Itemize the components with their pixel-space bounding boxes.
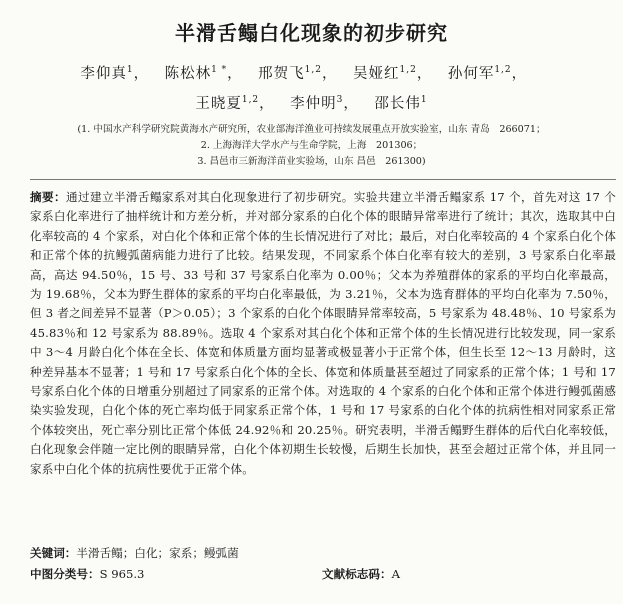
author-affiliation-mark: 1 * [211,65,228,76]
author-separator: ， [511,66,543,82]
author-affiliation-mark: 1 [126,65,134,76]
author-separator: ， [133,66,165,82]
abstract-label: 摘要： [30,190,66,204]
author-name: 邵长伟 [374,96,421,112]
author-affiliation-mark: 1,2 [494,65,512,76]
doc-code-value: A [391,567,400,581]
authors-line-2 [0,92,623,113]
author-affiliation-mark: 1,2 [241,95,260,106]
affiliation-2: 2. 上海海洋大学水产与生命学院，上海 201306； [200,140,423,151]
author-name: 李仰真 [80,66,127,82]
clc-value: S 965.3 [99,567,145,581]
author-affiliation-mark: 1,2 [304,65,322,76]
author-name: 孙何军 [447,66,495,82]
author-name: 吴娅红 [353,66,400,82]
paper-title: 半滑舌鳎白化现象的初步研究 [175,21,448,45]
author-name: 李仲明 [290,96,337,112]
author-separator: ， [322,66,353,82]
keywords-text: 半滑舌鳎；白化；家系；鳗弧菌 [76,546,239,560]
author-name: 邢贺飞 [258,66,305,82]
author-separator: ， [416,66,448,82]
affiliation-3: 3. 昌邑市三新海洋苗业实验场，山东 昌邑 261300) [197,156,426,167]
author-name: 王晓夏 [195,96,242,112]
classification-number [30,566,144,582]
document-code [322,566,400,582]
author-affiliation-mark: 3 [336,95,344,106]
doc-code-label: 文献标志码： [322,567,392,581]
keywords [30,545,239,561]
author-affiliation-mark: 1 [420,95,428,106]
abstract-text: 通过建立半滑舌鳎家系对其白化现象进行了初步研究。实验共建立半滑舌鳎家系 17 个，首先对这 17 个家系白化率进行了抽样统计和方差分析，并对部分家系的白化个体的眼睛异常率进行了统计；其次，选取其中白化率较高的 4 个家系，对白化个体和正常个体的生长情况进行了对比；最后，对白化率较高的 4 个家系白化个体和正常个体的抗鳗弧菌病能力进行了比较。结果发现，不同家系个体白化率有较大的差别，3 号家系白化率最高，高达 94.50％，15 号、33 号和 37 号家系白化率为 0.00％；父本为养殖群体的家系的平均白化率最高，为 19.68％，父本为野生群体的家系的平均白化率最低，为 3.21％，父本为选育群体的平均白化率为 7.50％，但 3 者之间差异不显著（P＞0.05）；3 个家系的白化个体眼睛异常率较高，5 号家系为 48.48％、10 号家系为 45.83％和 12 号家系为 88.89％。选取 4 个家系对其白化个体和正常个体的生长情况进行比较发现，同一家系中 3～4 月龄白化个体在全长、体宽和体质量方面均显著或极显著小于正常个体，但生长至 12～13 月龄时，这种差异基本不显著；1 号和 17 号家系白化个体的全长、体宽和体质量甚至超过了同家系的正常个体；1 号和 17 号家系白化个体的日增重分别超过了同家系的正常个体。对选取的 4 个家系的白化个体和正常个体进行鳗弧菌感染实验发现，白化个体的死亡率均低于同家系正常个体，1 号和 17 号家系的白化个体的抗病性相对同家系正常个体较突出，死亡率分别比正常个体低 24.92％和 20.25％。研究表明，半滑舌鳎野生群体的后代白化率较低，白化现象会伴随一定比例的眼睛异常，白化个体初期生长较慢，后期生长加快，甚至会超过正常个体，并且同一家系中白化个体的抗病性要优于正常个体。 [30,190,617,476]
author-separator: ， [227,66,259,82]
keywords-label: 关键词： [30,546,77,560]
author-affiliation-mark: 1,2 [399,65,417,76]
abstract [30,188,616,479]
author-separator: ， [259,96,291,112]
affiliation-1: (1. 中国水产科学研究院黄海水产研究所，农业部海洋渔业可持续发展重点开放实验室，山东 青岛 266071； [77,124,546,135]
authors-line-1 [0,62,623,83]
top-divider [30,179,616,180]
author-separator: ， [343,96,375,112]
author-name: 陈松林 [164,66,212,82]
clc-label: 中图分类号： [30,567,100,581]
